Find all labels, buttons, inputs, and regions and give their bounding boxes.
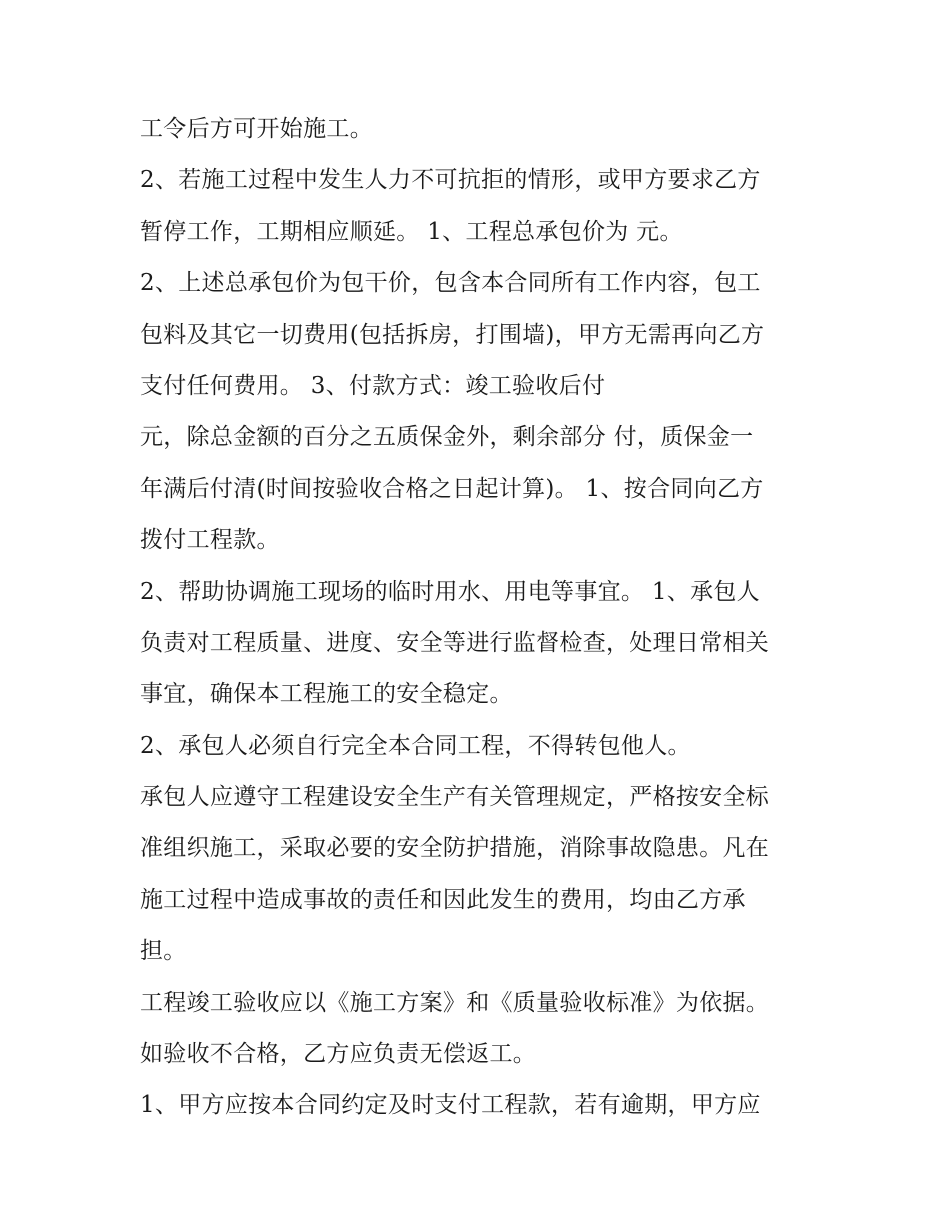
text-line: 工令后方可开始施工。 (140, 116, 373, 142)
text-line: 承包人应遵守工程建设安全生产有关管理规定，严格按安全标 (140, 784, 770, 811)
text-line: 拨付工程款。 (140, 527, 280, 554)
text-line: 如验收不合格，乙方应负责无偿返工。 (140, 1041, 537, 1068)
text-line: 工程竣工验收应以《施工方案》和《质量验收标准》为依据。 (140, 989, 770, 1016)
document-body (140, 104, 830, 1132)
text-line: 负责对工程质量、进度、安全等进行监督检查，处理日常相关 (140, 629, 770, 656)
text-line: 2、若施工过程中发生人力不可抗拒的情形，或甲方要求乙方 (140, 167, 761, 194)
text-line: 1、甲方应按本合同约定及时支付工程款，若有逾期，甲方应 (140, 1092, 761, 1119)
text-line: 事宜，确保本工程施工的安全稳定。 (140, 681, 513, 708)
text-line: 2、上述总承包价为包干价，包含本合同所有工作内容，包工 (140, 270, 761, 297)
text-line: 暂停工作，工期相应顺延。 1、工程总承包价为 元。 (140, 218, 683, 245)
text-line: 支付任何费用。 3、付款方式：竣工验收后付 (140, 372, 606, 399)
text-line: 2、帮助协调施工现场的临时用水、用电等事宜。 1、承包人 (140, 578, 760, 605)
text-line: 元，除总金额的百分之五质保金外，剩余部分 付，质保金一 (140, 424, 754, 451)
text-line: 年满后付清(时间按验收合格之日起计算)。 1、按合同向乙方 (140, 475, 764, 502)
text-line: 包料及其它一切费用(包括拆房，打围墙)，甲方无需再向乙方 (140, 321, 765, 348)
text-line: 准组织施工，采取必要的安全防护措施，消除事故隐患。凡在 (140, 835, 770, 862)
text-line: 2、承包人必须自行完全本合同工程，不得转包他人。 (140, 732, 691, 759)
text-line: 担。 (140, 938, 187, 965)
text-line: 施工过程中造成事故的责任和因此发生的费用，均由乙方承 (140, 886, 746, 913)
